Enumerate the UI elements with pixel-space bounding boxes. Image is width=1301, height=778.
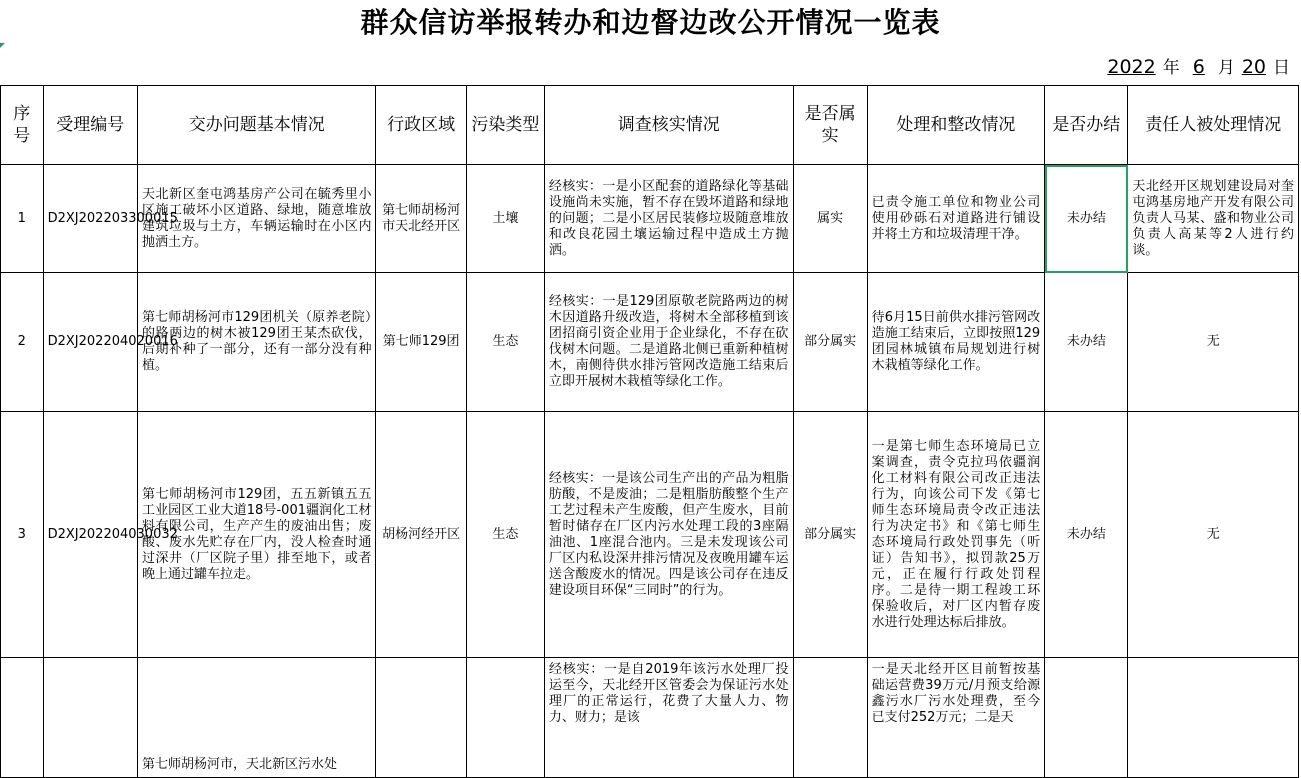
table-row-partial [1, 658, 1299, 778]
cell-code[interactable] [43, 658, 137, 778]
cell-investigation[interactable]: 经核实：一是自2019年该污水处理厂投运至今，天北经开区管委会为保证污水处理厂的正常运行，花费了大量人力、物力、财力；是该 [544, 658, 793, 778]
cell-investigation[interactable]: 经核实：一是129团原敬老院路两边的树木因道路升级改造，将树木全部移植到该团招商引资企业用于企业绿化，不存在砍伐树木问题。二是道路北侧已重新种植树木，南侧待供水排污管网改造施工结束后立即开展树木栽植等绿化工作。 [544, 273, 793, 412]
header-closed[interactable]: 是否办结 [1045, 86, 1128, 165]
cell-issue[interactable]: 天北新区奎屯鸿基房产公司在毓秀里小区施工破坏小区道路、绿地，随意堆放建筑垃圾与土方，车辆运输时在小区内抛洒土方。 [137, 165, 375, 273]
cell-closed-selected[interactable]: 未办结 [1045, 165, 1128, 273]
cell-corner-marker [0, 43, 5, 48]
cell-responsible[interactable]: 无 [1128, 412, 1299, 658]
cell-verified[interactable] [793, 658, 867, 778]
cell-type[interactable]: 生态 [466, 412, 544, 658]
header-type[interactable]: 污染类型 [466, 86, 544, 165]
date-month-unit: 月 [1217, 58, 1235, 78]
cell-verified[interactable]: 部分属实 [793, 412, 867, 658]
cell-verified[interactable]: 属实 [793, 165, 867, 273]
cell-type[interactable]: 生态 [466, 273, 544, 412]
header-seq[interactable]: 序号 [1, 86, 44, 165]
header-region[interactable]: 行政区域 [376, 86, 466, 165]
cell-closed[interactable]: 未办结 [1045, 412, 1128, 658]
cell-seq[interactable]: 1 [1, 165, 44, 273]
cell-code[interactable]: D2XJ202204030032 [43, 412, 137, 658]
cell-type[interactable] [466, 658, 544, 778]
table-row [1, 165, 1299, 273]
header-row [1, 86, 1299, 165]
header-code[interactable]: 受理编号 [43, 86, 137, 165]
cell-issue[interactable]: 第七师胡杨河市129团，五五新镇五五工业园区工业大道18号-001疆润化工材料有限公司，生产产生的废油出售；废酸、废水先贮存在厂内，没人检查时通过深井（厂区院子里）排至地下，或者晚上通过罐车拉走。 [137, 412, 375, 658]
date-row [1103, 52, 1293, 82]
table-row [1, 412, 1299, 658]
date-day-unit: 日 [1273, 58, 1290, 78]
cell-closed[interactable] [1045, 658, 1128, 778]
cell-seq[interactable]: 2 [1, 273, 44, 412]
cell-code[interactable]: D2XJ202203300015 [43, 165, 137, 273]
cell-verified[interactable]: 部分属实 [793, 273, 867, 412]
cell-investigation[interactable]: 经核实：一是小区配套的道路绿化等基础设施尚未实施，暂不存在毁坏道路和绿地的问题；二是小区居民装修垃圾随意堆放和改良花园土壤运输过程中造成土方抛洒。 [544, 165, 793, 273]
cell-rectify[interactable]: 待6月15日前供水排污管网改造施工结束后，立即按照129团园林城镇布局规划进行树木栽植等绿化工作。 [867, 273, 1045, 412]
cell-region[interactable]: 第七师胡杨河市天北经开区 [376, 165, 466, 273]
table-row [1, 273, 1299, 412]
header-rectify[interactable]: 处理和整改情况 [867, 86, 1045, 165]
cell-rectify[interactable]: 一是第七师生态环境局已立案调查，责令克拉玛依疆润化工材料有限公司改正违法行为，向该公司下发《第七师生态环境局责令改正违法行为决定书》和《第七师生态环境局行政处罚事先（听证）告知书》，拟罚款25万元，正在履行行政处罚程序。二是待一期工程竣工环保验收后，对厂区内暂存废水进行处理达标后排放。 [867, 412, 1045, 658]
cell-responsible[interactable]: 天北经开区规划建设局对奎屯鸿基房地产开发有限公司负责人马某、盛和物业公司负责人高某等2人进行约谈。 [1128, 165, 1299, 273]
header-responsible[interactable]: 责任人被处理情况 [1128, 86, 1299, 165]
date-month: 6 [1192, 56, 1205, 78]
cell-issue[interactable]: 第七师胡杨河市，天北新区污水处 [137, 658, 375, 778]
header-issue[interactable]: 交办问题基本情况 [137, 86, 375, 165]
cell-seq[interactable]: 3 [1, 412, 44, 658]
cell-code[interactable]: D2XJ202204020016 [43, 273, 137, 412]
cell-region[interactable]: 胡杨河经开区 [376, 412, 466, 658]
header-investigation[interactable]: 调查核实情况 [544, 86, 793, 165]
cell-responsible[interactable] [1128, 658, 1299, 778]
cell-region[interactable] [376, 658, 466, 778]
cell-rectify[interactable]: 一是天北经开区目前暂按基础运营费39万元/月预支给源鑫污水厂污水处理费，至今已支付252万元；二是天 [867, 658, 1045, 778]
page-title: 群众信访举报转办和边督边改公开情况一览表 [360, 6, 941, 39]
cell-investigation[interactable]: 经核实：一是该公司生产出的产品为粗脂肪酸，不是废油；二是粗脂肪酸整个生产工艺过程未产生废酸，但产生废水，目前暂时储存在厂区内污水处理工段的3座隔油池、1座混合池内。三是未发现该公司厂区内私设深井排污情况及夜晚用罐车运送含酸废水的情况。四是该公司存在违反建设项目环保“三同时”的行为。 [544, 412, 793, 658]
cell-region[interactable]: 第七师129团 [376, 273, 466, 412]
cell-type[interactable]: 土壤 [466, 165, 544, 273]
date-day: 20 [1241, 56, 1266, 78]
report-table [0, 85, 1299, 778]
cell-closed[interactable]: 未办结 [1045, 273, 1128, 412]
cell-seq[interactable] [1, 658, 44, 778]
date-year-unit: 年 [1162, 58, 1180, 78]
cell-rectify[interactable]: 已责令施工单位和物业公司使用砂砾石对道路进行铺设并将土方和垃圾清理干净。 [867, 165, 1045, 273]
header-verified[interactable]: 是否属实 [793, 86, 867, 165]
cell-issue[interactable]: 第七师胡杨河市129团机关（原养老院）的路两边的树木被129团王某杰砍伐，后期补种了一部分，还有一部分没有种植。 [137, 273, 375, 412]
cell-responsible[interactable]: 无 [1128, 273, 1299, 412]
date-year: 2022 [1107, 56, 1156, 78]
